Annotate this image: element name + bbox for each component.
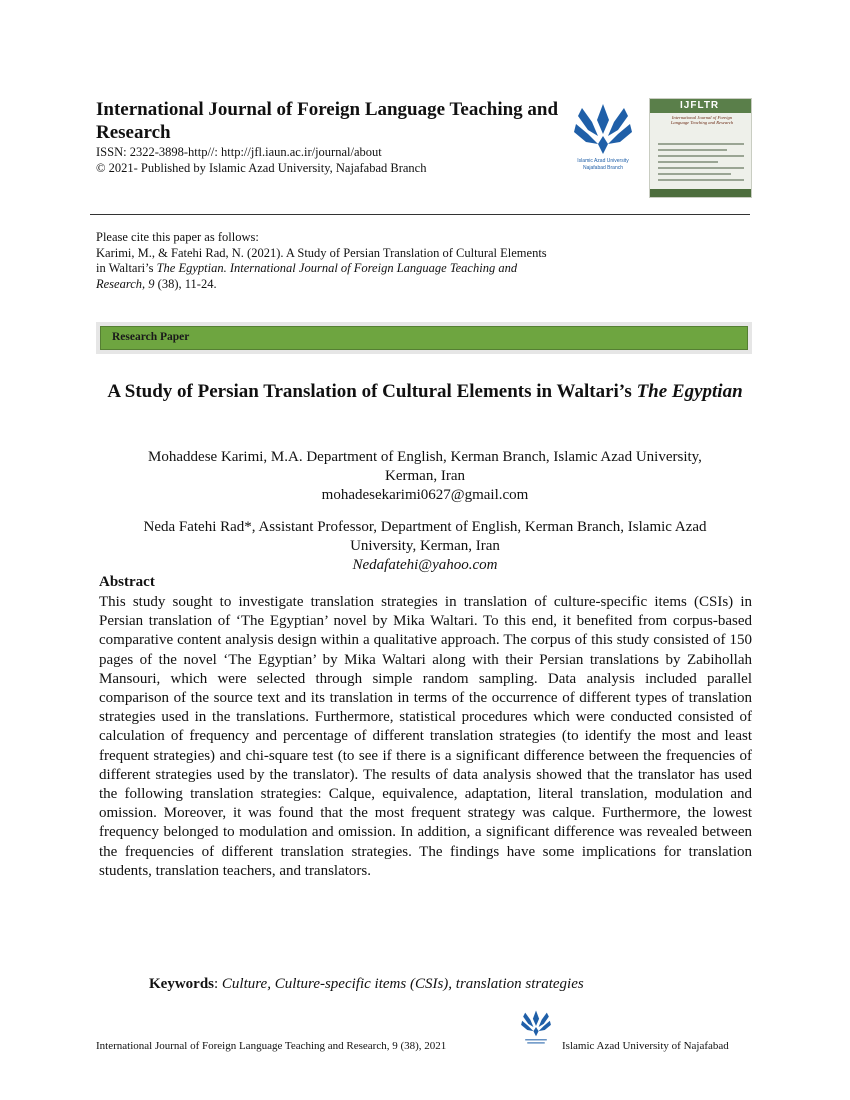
citation-line3-italic: Research, 9 <box>96 276 155 291</box>
author2-affiliation: Neda Fatehi Rad*, Assistant Professor, Department of English, Kerman Branch, Islamic Azad <box>143 519 707 535</box>
paper-type-label: Research Paper <box>112 331 190 343</box>
university-logo-icon <box>518 1008 554 1048</box>
citation-line3-plain: (38), 11-24. <box>154 276 217 291</box>
citation-block <box>96 230 696 292</box>
citation-lead: Please cite this paper as follows: <box>96 230 259 244</box>
paper-title-main: A Study of Persian Translation of Cultural Elements in Waltari’s <box>107 381 637 402</box>
paper-type-banner <box>100 326 748 350</box>
paper-title <box>100 380 750 403</box>
citation-line2-plain: in Waltari’s <box>96 261 157 275</box>
journal-title: International Journal of Foreign Language Teaching and Research <box>96 99 559 143</box>
logo-caption-1: Islamic Azad University <box>577 158 629 164</box>
keywords-label: Keywords <box>149 976 214 992</box>
abstract-heading: Abstract <box>99 574 155 590</box>
author2-location: University, Kerman, Iran <box>350 538 500 554</box>
author1-email[interactable]: mohadesekarimi0627@gmail.com <box>321 487 529 503</box>
keywords-separator: : <box>214 976 222 992</box>
keywords-values: Culture, Culture-specific items (CSIs), translation strategies <box>221 976 584 992</box>
author1-affiliation: Mohaddese Karimi, M.A. Department of English, Kerman Branch, Islamic Azad University, <box>148 449 702 465</box>
journal-issn: ISSN: 2322-3898-http//: http://jfl.iaun.ac.ir/journal/about <box>96 145 382 159</box>
footer-university: Islamic Azad University of Najafabad <box>562 1040 729 1052</box>
cover-logo: IJFLTR <box>680 100 720 111</box>
cover-title: International Journal of Foreign Language Teaching and Research <box>670 115 734 126</box>
abstract-body: This study sought to investigate translation strategies in translation of culture-specific items (CSIs) in Persian translation of ‘The Egyptian’ novel by Mika Waltari. To this end, it benefited from corpus-based comparative content analysis design within a qualitative approach. The corpus of this study consisted of 150 pages of the novel ‘The Egyptian’ by Mika Waltari along with their Persian translations by Zabihollah Mansouri, which were selected through simple random sampling. Data analysis included parallel comparison of the source text and its translation in terms of the occurrence of different types of translation strategies used in the translations. Furthermore, statistical procedures which were conducted consisted of calculation of frequency and percentage of different translation strategies (to identify the most and least frequent strategies) and chi-square test (to see if there is a significant difference between the frequencies of different strategies used by the translator). The results of data analysis showed that the translator has used the following translation strategies: Calque, equivalence, adaptation, literal translation, modulation and omission. Moreover, it was found that the most frequent strategy was calque. Furthermore, the lowest frequency belonged to modulation and omission. In addition, a significant difference was revealed between the frequencies of different translation strategies. The findings have some implications for translation students, translation teachers, and translators. <box>99 594 752 879</box>
author1-location: Kerman, Iran <box>385 468 465 484</box>
footer-journal: International Journal of Foreign Language Teaching and Research, 9 (38), 2021 <box>96 1040 447 1052</box>
citation-line1: Karimi, M., & Fatehi Rad, N. (2021). A Study of Persian Translation of Cultural Elements <box>96 245 547 260</box>
journal-cover-thumbnail <box>649 98 752 198</box>
author2-email[interactable]: Nedafatehi@yahoo.com <box>352 557 498 573</box>
logo-caption-2: Najafabad Branch <box>582 165 624 171</box>
paper-title-italic: The Egyptian <box>636 381 743 402</box>
journal-copyright: © 2021- Published by Islamic Azad University, Najafabad Branch <box>96 161 427 175</box>
header-divider <box>90 214 750 215</box>
author-block-1 <box>100 448 750 505</box>
citation-line2-italic: The Egyptian. International Journal of Foreign Language Teaching and <box>156 261 518 275</box>
cover-text-lines <box>658 143 744 185</box>
keywords-line <box>149 976 584 993</box>
author-block-2 <box>100 518 750 575</box>
university-logo-icon <box>568 100 638 176</box>
